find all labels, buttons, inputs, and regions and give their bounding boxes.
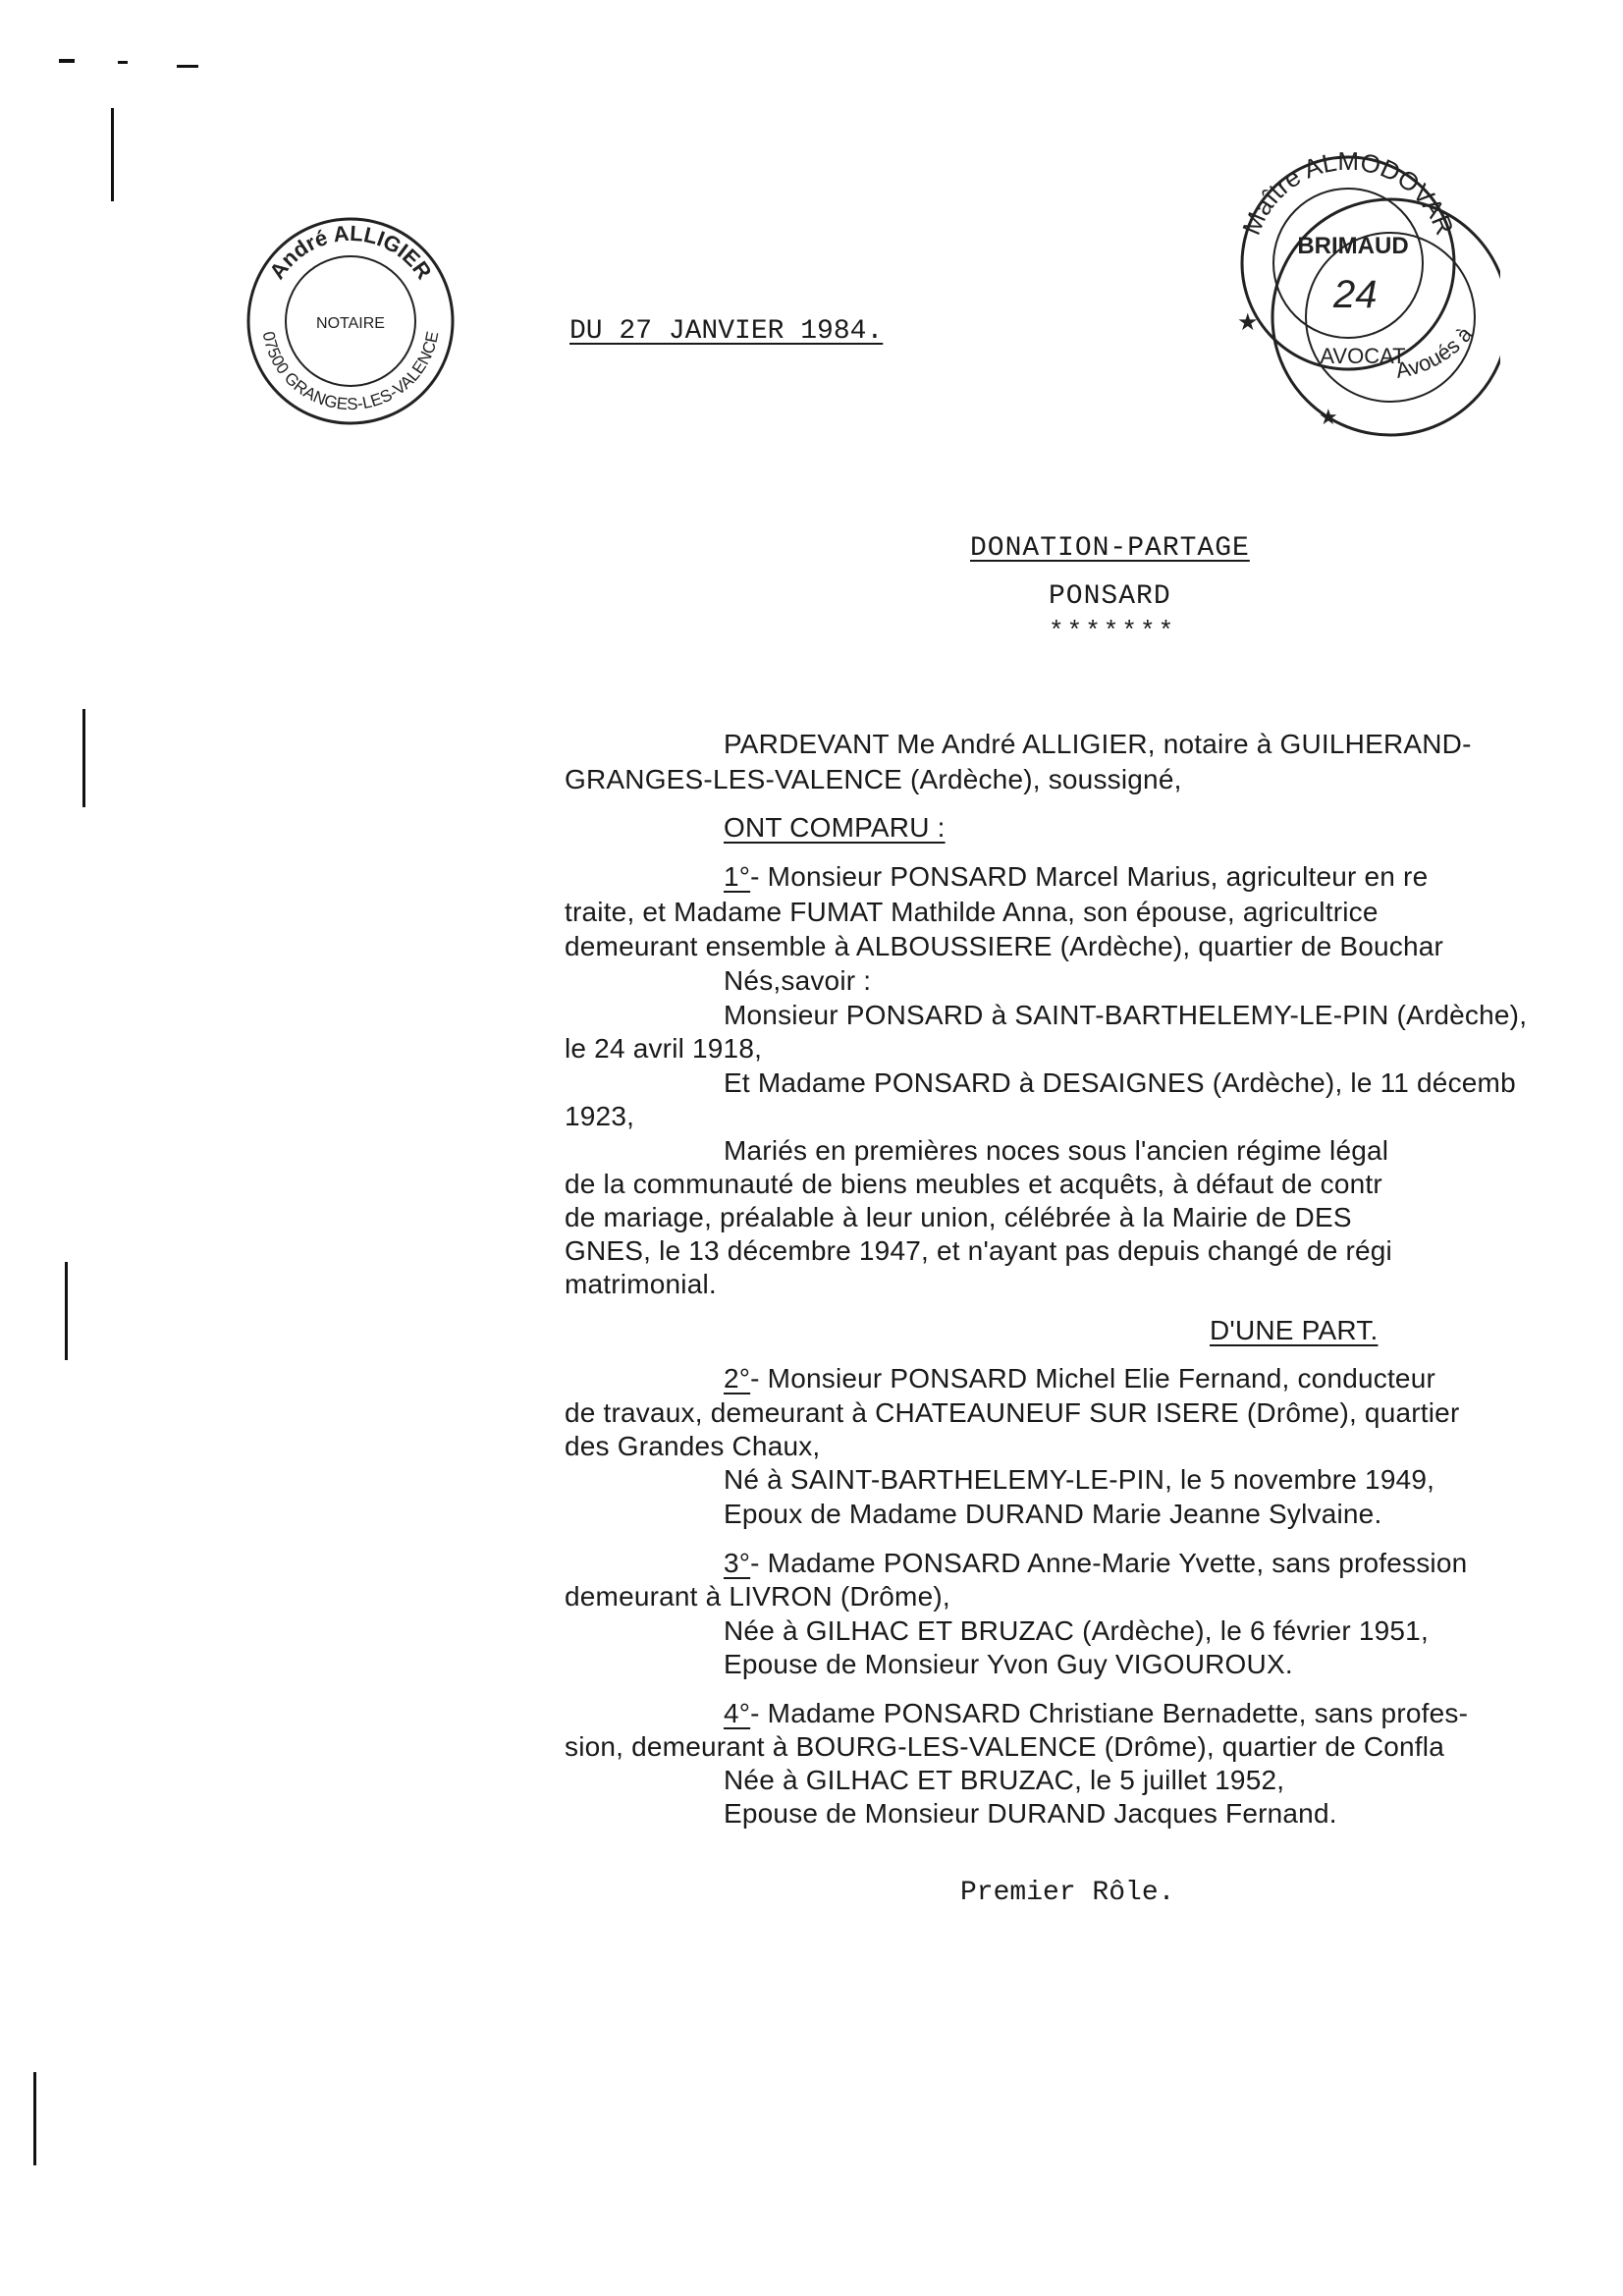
party-4-line: 4°- Madame PONSARD Christiane Bernadette, sans profes- <box>724 1698 1469 1728</box>
margin-mark <box>59 59 75 63</box>
margin-mark <box>118 61 128 64</box>
body-line: sion, demeurant à BOURG-LES-VALENCE (Drôme), quartier de Confla <box>565 1731 1444 1762</box>
document-date: DU 27 JANVIER 1984. <box>569 316 884 347</box>
margin-mark <box>177 65 198 68</box>
body-line: Epouse de Monsieur DURAND Jacques Fernand. <box>724 1798 1337 1829</box>
body-line: Né à SAINT-BARTHELEMY-LE-PIN, le 5 novembre 1949, <box>724 1464 1435 1495</box>
lawyer-stamp-role: AVOCAT <box>1320 344 1406 368</box>
star-icon: ★ <box>1237 309 1259 336</box>
body-line: GRANGES-LES-VALENCE (Ardèche), soussigné, <box>565 764 1182 794</box>
party-number: 2° <box>724 1363 751 1394</box>
body-line: demeurant à LIVRON (Drôme), <box>565 1581 950 1612</box>
lawyer-stamp-inner: BRIMAUD <box>1297 233 1409 259</box>
svg-text:Maître ALMODOVAR <box>1236 146 1460 239</box>
title-stars: ******* <box>1049 617 1177 646</box>
notary-stamp <box>241 211 461 432</box>
body-line: 1923, <box>565 1101 635 1131</box>
body-line: GNES, le 13 décembre 1947, et n'ayant pas depuis changé de régi <box>565 1235 1392 1266</box>
margin-mark <box>111 108 114 201</box>
document-title: DONATION-PARTAGE <box>970 533 1250 564</box>
lawyer-stamp-outer: Avoués à <box>1393 321 1478 383</box>
body-line: Epouse de Monsieur Yvon Guy VIGOUROUX. <box>724 1649 1293 1679</box>
body-line: demeurant ensemble à ALBOUSSIERE (Ardèche), quartier de Bouchar <box>565 931 1444 961</box>
body-line: PARDEVANT Me André ALLIGIER, notaire à GUILHERAND- <box>724 729 1472 759</box>
section-heading: D'UNE PART. <box>1210 1315 1379 1345</box>
party-number: 1° <box>724 861 751 892</box>
section-heading: ONT COMPARU : <box>724 812 946 843</box>
star-icon: ★ <box>1319 405 1338 429</box>
party-number: 4° <box>724 1698 751 1728</box>
body-line: traite, et Madame FUMAT Mathilde Anna, son épouse, agricultrice <box>565 897 1379 927</box>
page-label: Premier Rôle. <box>960 1878 1175 1908</box>
body-line: Née à GILHAC ET BRUZAC, le 5 juillet 1952, <box>724 1765 1285 1795</box>
body-line: Mariés en premières noces sous l'ancien régime légal <box>724 1135 1389 1166</box>
document-subtitle: PONSARD <box>1049 581 1171 612</box>
svg-text:André ALLIGIER <box>264 221 436 284</box>
party-3-line: 3°- Madame PONSARD Anne-Marie Yvette, sans profession <box>724 1548 1468 1578</box>
body-line: de travaux, demeurant à CHATEAUNEUF SUR ISERE (Drôme), quartier <box>565 1397 1460 1428</box>
notary-stamp-role: NOTAIRE <box>316 315 385 332</box>
body-line: de la communauté de biens meubles et acquêts, à défaut de contr <box>565 1169 1382 1199</box>
margin-mark <box>65 1262 68 1360</box>
lawyer-stamp-name: Maître ALMODOVAR <box>1236 145 1460 240</box>
body-line: Monsieur PONSARD à SAINT-BARTHELEMY-LE-PIN (Ardèche), <box>724 1000 1528 1030</box>
body-line: Née à GILHAC ET BRUZAC (Ardèche), le 6 février 1951, <box>724 1615 1429 1646</box>
margin-mark <box>33 2072 36 2165</box>
party-number: 3° <box>724 1548 751 1578</box>
body-line: matrimonial. <box>565 1269 717 1299</box>
margin-mark <box>82 709 85 807</box>
body-line: des Grandes Chaux, <box>565 1431 821 1461</box>
party-2-line: 2°- Monsieur PONSARD Michel Elie Fernand, conducteur <box>724 1363 1436 1394</box>
body-line: Et Madame PONSARD à DESAIGNES (Ardèche), le 11 décemb <box>724 1067 1516 1098</box>
body-line: Nés,savoir : <box>724 965 872 996</box>
body-line: Epoux de Madame DURAND Marie Jeanne Sylvaine. <box>724 1499 1382 1529</box>
notary-stamp-place: 07500 GRANGES-LES-VALENCE <box>258 329 443 414</box>
lawyer-stamp <box>1216 136 1500 460</box>
body-line: le 24 avril 1918, <box>565 1033 763 1064</box>
party-1-line: 1°- Monsieur PONSARD Marcel Marius, agriculteur en re <box>724 861 1429 892</box>
body-line: de mariage, préalable à leur union, célébrée à la Mairie de DES <box>565 1202 1352 1232</box>
lawyer-stamp-handwritten: 24 <box>1333 273 1378 316</box>
notary-stamp-name: André ALLIGIER <box>264 220 437 284</box>
